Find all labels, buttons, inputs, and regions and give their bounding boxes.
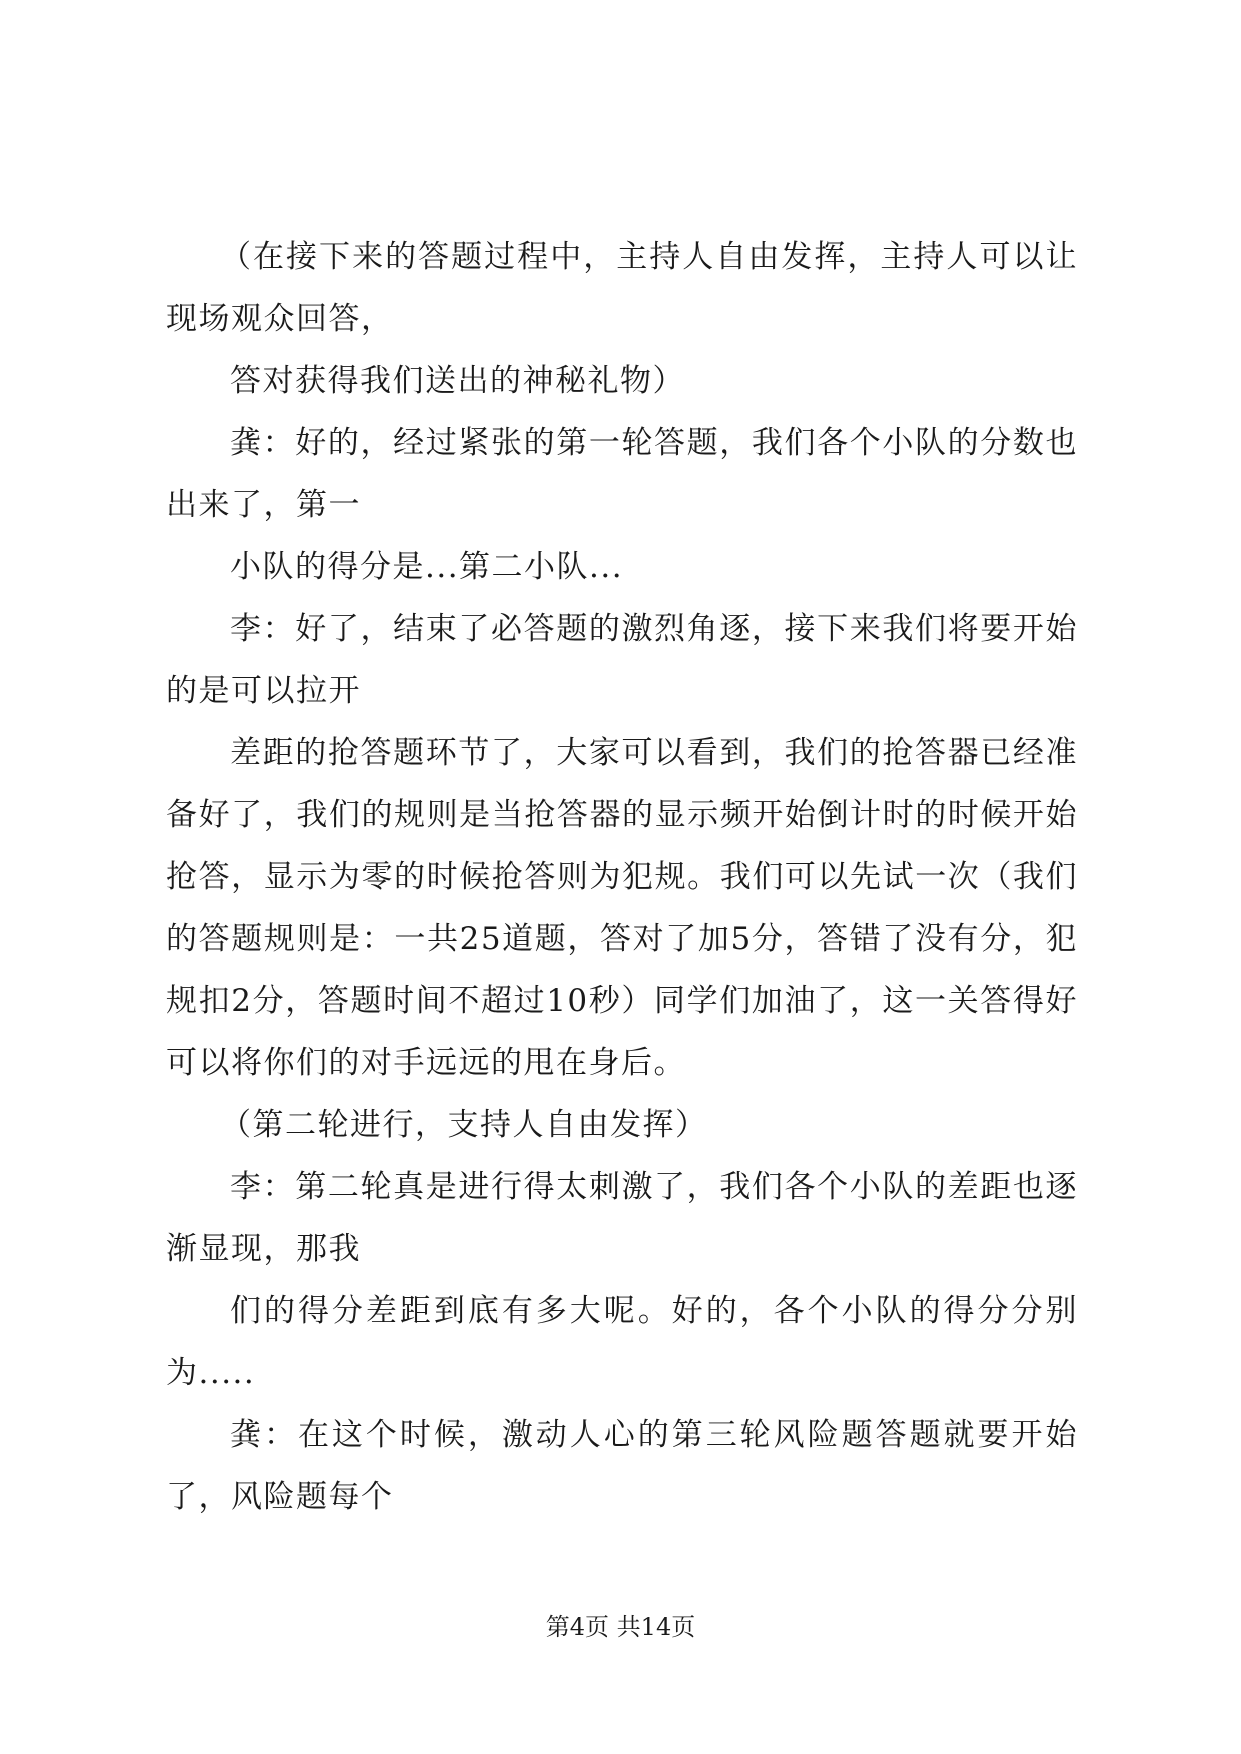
paragraph-4: 小队的得分是...第二小队... xyxy=(230,549,624,585)
paragraph-7: （第二轮进行，支持人自由发挥） xyxy=(220,1107,708,1143)
paragraph-6: 差距的抢答题环节了，大家可以看到，我们的抢答器已经准备好了，我们的规则是当抢答器的显示频开始倒计时的时候开始抢答，显示为零的时候抢答则为犯规。我们可以先试一次（我们的答题规则是：一共25道题，答对了加5分，答错了没有分，犯规扣2分，答题时间不超过10秒）同学们加油了，这一关答得好可以将你们的对手远远的甩在身后。 xyxy=(166,735,1078,1081)
paragraph-8: 李：第二轮真是进行得太刺激了，我们各个小队的差距也逐渐显现，那我 xyxy=(166,1169,1078,1267)
paragraph-5: 李：好了，结束了必答题的激烈角逐，接下来我们将要开始的是可以拉开 xyxy=(166,611,1078,709)
document-body xyxy=(166,226,1078,1528)
paragraph-10: 龚：在这个时候，激动人心的第三轮风险题答题就要开始了，风险题每个 xyxy=(166,1417,1078,1515)
paragraph-9: 们的得分差距到底有多大呢。好的，各个小队的得分分别为..... xyxy=(166,1293,1078,1391)
paragraph-2: 答对获得我们送出的神秘礼物） xyxy=(230,363,685,399)
paragraph-1: （在接下来的答题过程中，主持人自由发挥，主持人可以让现场观众回答， xyxy=(166,239,1078,337)
page-number-footer: 第4页 共14页 xyxy=(545,1613,696,1641)
paragraph-3: 龚：好的，经过紧张的第一轮答题，我们各个小队的分数也出来了，第一 xyxy=(166,425,1078,523)
